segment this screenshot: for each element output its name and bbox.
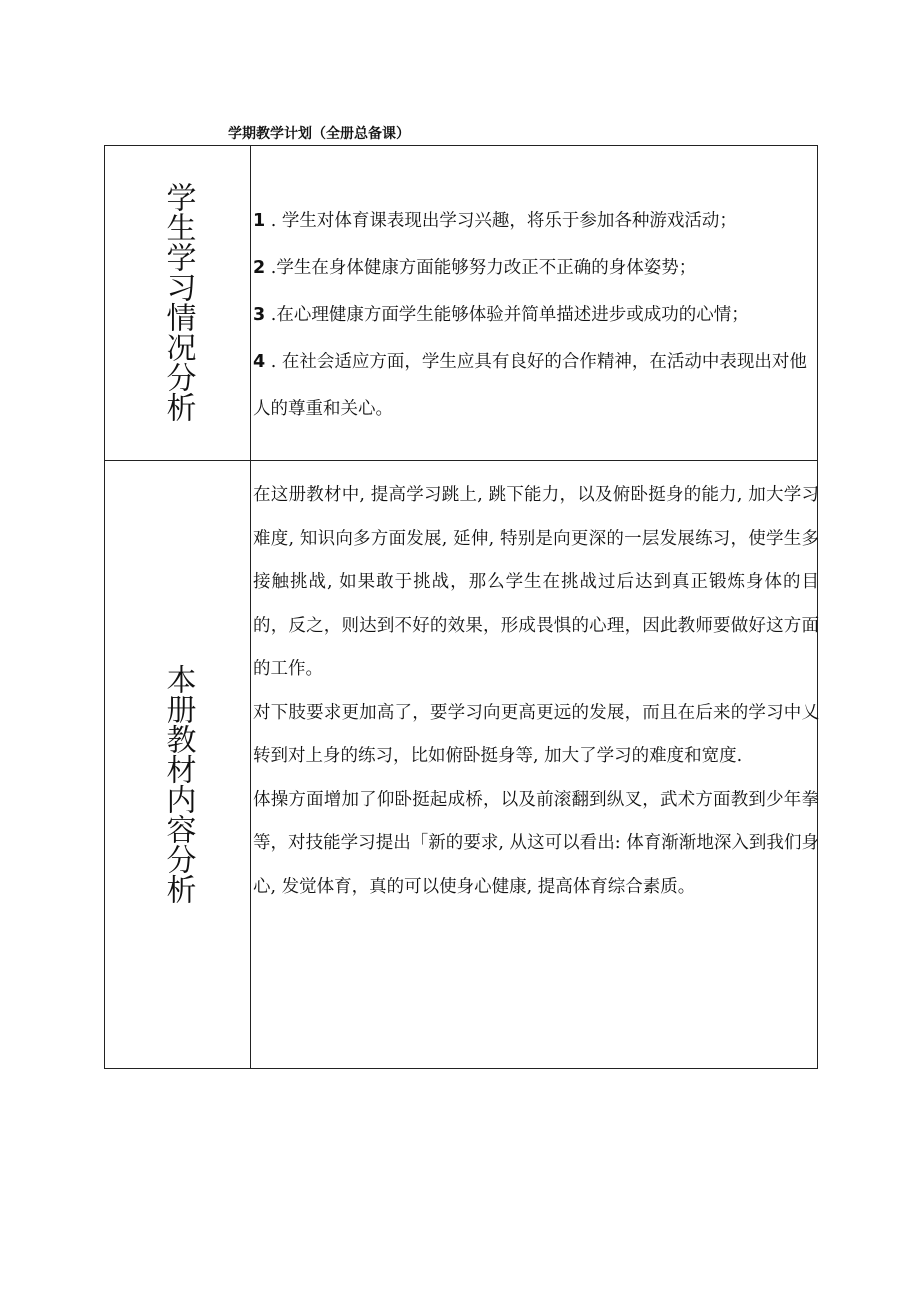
document-title: 学期教学计划（全册总备课） — [228, 126, 410, 142]
list-item: 1 . 学生对体育课表现出学习兴趣，将乐于参加各种游戏活动； — [253, 211, 737, 231]
row-label-content-analysis — [105, 664, 250, 904]
paragraph: 体操方面增加了仰卧挺起成桥，以及前滚翻到纵叉，武术方面教到少年拳等，对技能学习提出「新的要求, 从这可以看出: 体育渐渐地深入到我们身心, 发觉体育，真的可以使身心健康, 提高体育综合素质。 — [253, 789, 819, 897]
student-analysis-label: 学生学习情况分析 — [160, 182, 196, 422]
paragraph: 在这册教材中, 提高学习跳上, 跳下能力，以及俯卧挺身的能力, 加大学习难度, 知识向多方面发展, 延伸, 特别是向更深的一层发展练习，使学生多接触挑战, 如果敢于挑战，那么学生在挑战过后达到真正锻炼身体的目的，反之，则达到不好的效果，形成畏惧的心理，因此教师要做好这方面的工作。 — [253, 485, 819, 679]
column-divider — [250, 146, 251, 1068]
row-divider — [105, 460, 817, 461]
list-item: 2 .学生在身体健康方面能够努力改正不正确的身体姿势； — [253, 258, 697, 278]
list-item: 3 .在心理健康方面学生能够体验并简单描述进步或成功的心情； — [253, 305, 749, 325]
row-label-student-analysis — [105, 182, 250, 422]
list-item: 4 . 在社会适应方面，学生应具有良好的合作精神，在活动中表现出对他人的尊重和关心。 — [253, 352, 807, 419]
plan-table — [104, 145, 818, 1069]
student-analysis-content — [253, 198, 819, 433]
paragraph: 对下肢要求更加高了，要学习向更高更远的发展，而且在后来的学习中乂转到对上身的练习，比如俯卧挺身等, 加大了学习的难度和宽度. — [253, 702, 819, 766]
content-analysis-content — [253, 474, 819, 909]
content-analysis-label: 本册教材内容分析 — [160, 664, 196, 904]
